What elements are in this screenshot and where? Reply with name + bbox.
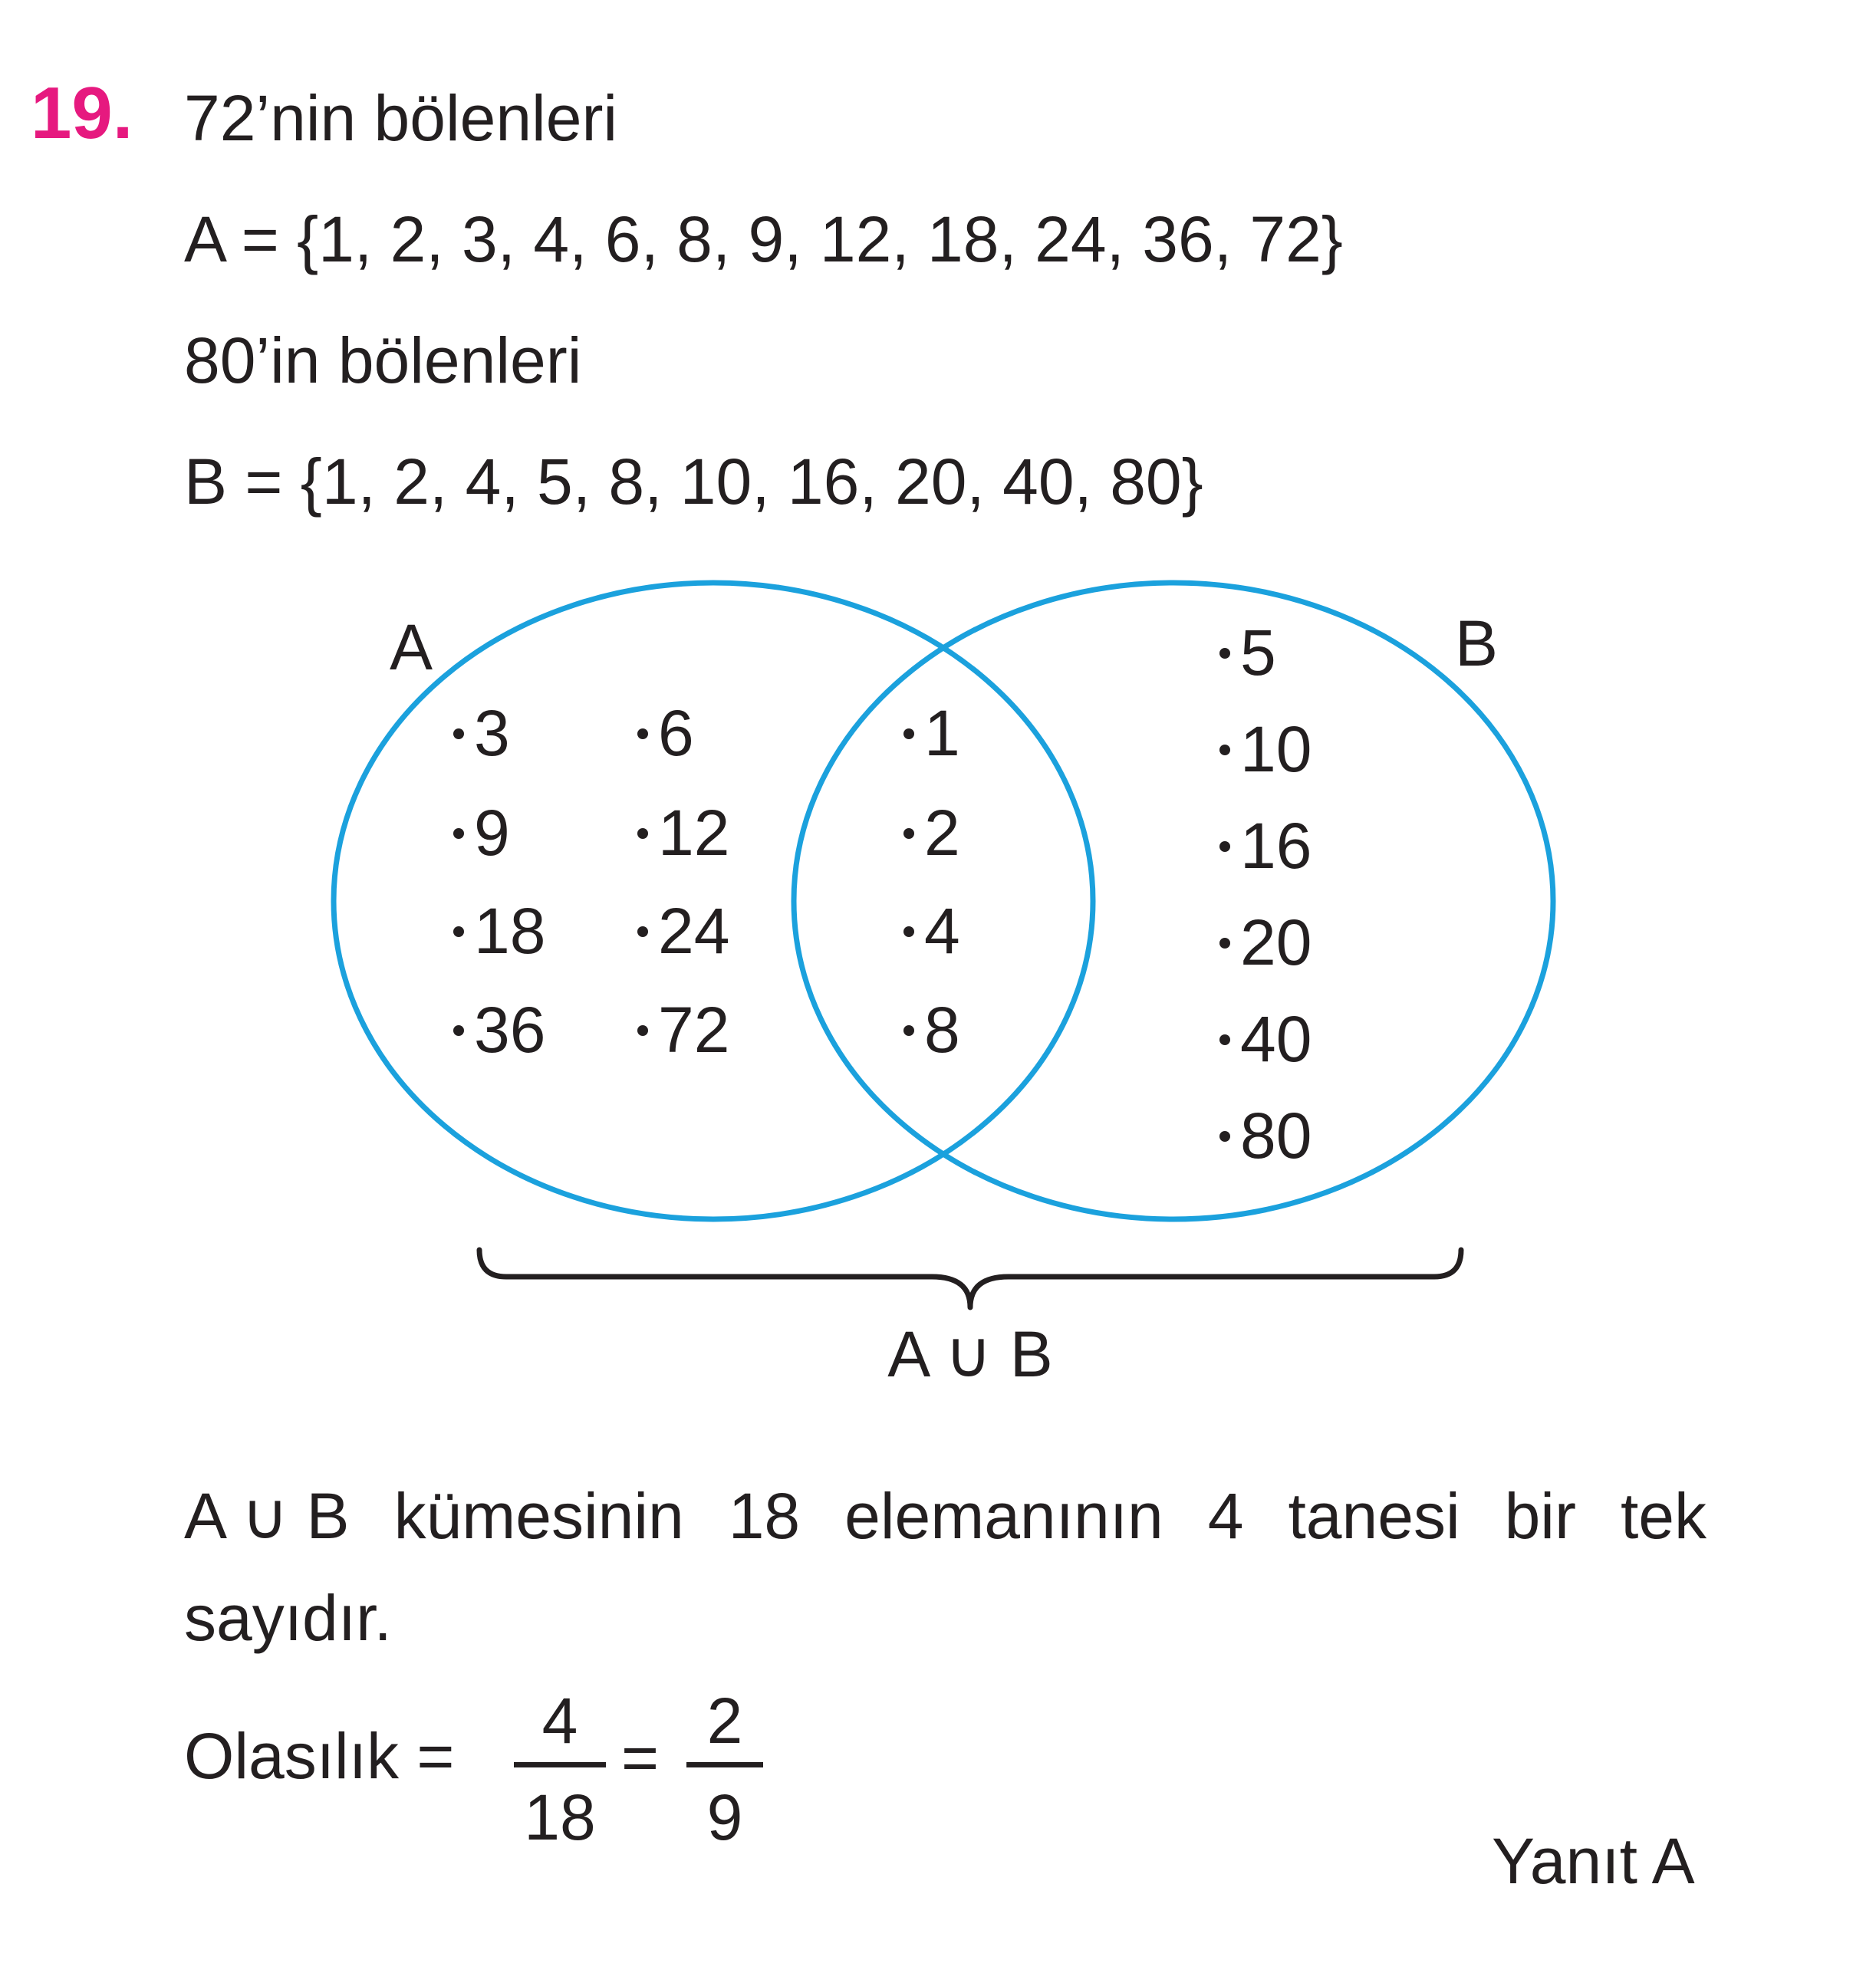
intersection-element: 2: [924, 797, 960, 869]
set-a-element: 18: [474, 895, 546, 967]
fraction-1-denominator: 18: [524, 1781, 596, 1853]
set-a-element: 72: [658, 994, 730, 1066]
word-18: 18: [728, 1480, 801, 1552]
set-a-element-bullet: [453, 1025, 464, 1036]
set-b-element: 16: [1240, 810, 1312, 882]
set-b-element-bullet: [1219, 1131, 1230, 1142]
word-tanesi: tanesi: [1288, 1480, 1460, 1552]
set-b-element-bullet: [1219, 745, 1230, 755]
question-number: 19.: [31, 72, 133, 154]
word-tek: tek: [1620, 1480, 1707, 1552]
set-a-element: 36: [474, 994, 546, 1066]
fraction-2-bar: [686, 1762, 763, 1767]
set-a-element: 24: [658, 895, 730, 967]
set-b-element: 10: [1240, 713, 1312, 785]
set-a-element: 3: [474, 697, 510, 769]
word-bir: bir: [1504, 1480, 1576, 1552]
set-b-element-bullet: [1219, 648, 1230, 659]
answer-label: Yanıt A: [1492, 1825, 1695, 1897]
fraction-2-denominator: 9: [706, 1781, 743, 1853]
set-b-circle: [794, 583, 1553, 1219]
solution-line-2: sayıdır.: [184, 1582, 392, 1654]
set-b-element: 5: [1240, 617, 1276, 689]
intersection-element: 4: [924, 895, 960, 967]
set-a-element-bullet: [637, 728, 648, 739]
set-a-element-bullet: [637, 828, 648, 839]
intersection-element-bullet: [903, 926, 914, 937]
set-a-definition: A = {1, 2, 3, 4, 6, 8, 9, 12, 18, 24, 36, 72}: [184, 203, 1343, 275]
probability-label: Olasılık =: [184, 1720, 455, 1792]
set-a-element: 12: [658, 797, 730, 869]
set-b-element-bullet: [1219, 1034, 1230, 1045]
union-brace: [479, 1250, 1461, 1307]
fraction-2-numerator: 2: [706, 1685, 743, 1757]
set-b-element: 40: [1240, 1003, 1312, 1075]
solution-line-1: [184, 1480, 1707, 1552]
word-4: 4: [1207, 1480, 1244, 1552]
set-a-element: 9: [474, 797, 510, 869]
word-union: A ∪ B: [184, 1480, 350, 1552]
fraction-1-bar: [514, 1762, 606, 1767]
fraction-equals: =: [621, 1721, 660, 1794]
intersection-element-bullet: [903, 828, 914, 839]
set-b-label: B: [1455, 607, 1499, 679]
set-a-element-bullet: [637, 926, 648, 937]
intersection-element-bullet: [903, 728, 914, 739]
set-a-element: 6: [658, 697, 694, 769]
intersection-element: 8: [924, 994, 960, 1066]
fraction-1-numerator: 4: [541, 1685, 578, 1757]
set-b-element: 80: [1240, 1100, 1312, 1172]
intersection-element: 1: [924, 697, 960, 769]
set-b-element-bullet: [1219, 841, 1230, 852]
set-b-element: 20: [1240, 906, 1312, 978]
set-b-definition: B = {1, 2, 4, 5, 8, 10, 16, 20, 40, 80}: [184, 446, 1203, 518]
set-a-element-bullet: [637, 1025, 648, 1036]
a-divisors-title: 72’nin bölenleri: [184, 82, 618, 154]
set-a-element-bullet: [453, 728, 464, 739]
set-a-element-bullet: [453, 828, 464, 839]
word-kumesinin: kümesinin: [393, 1480, 684, 1552]
set-b-element-bullet: [1219, 938, 1230, 949]
b-divisors-title: 80’in bölenleri: [184, 324, 582, 396]
set-a-element-bullet: [453, 926, 464, 937]
word-elemaninin: elemanının: [844, 1480, 1163, 1552]
union-label: A ∪ B: [887, 1318, 1053, 1390]
intersection-element-bullet: [903, 1025, 914, 1036]
set-a-label: A: [390, 611, 433, 683]
